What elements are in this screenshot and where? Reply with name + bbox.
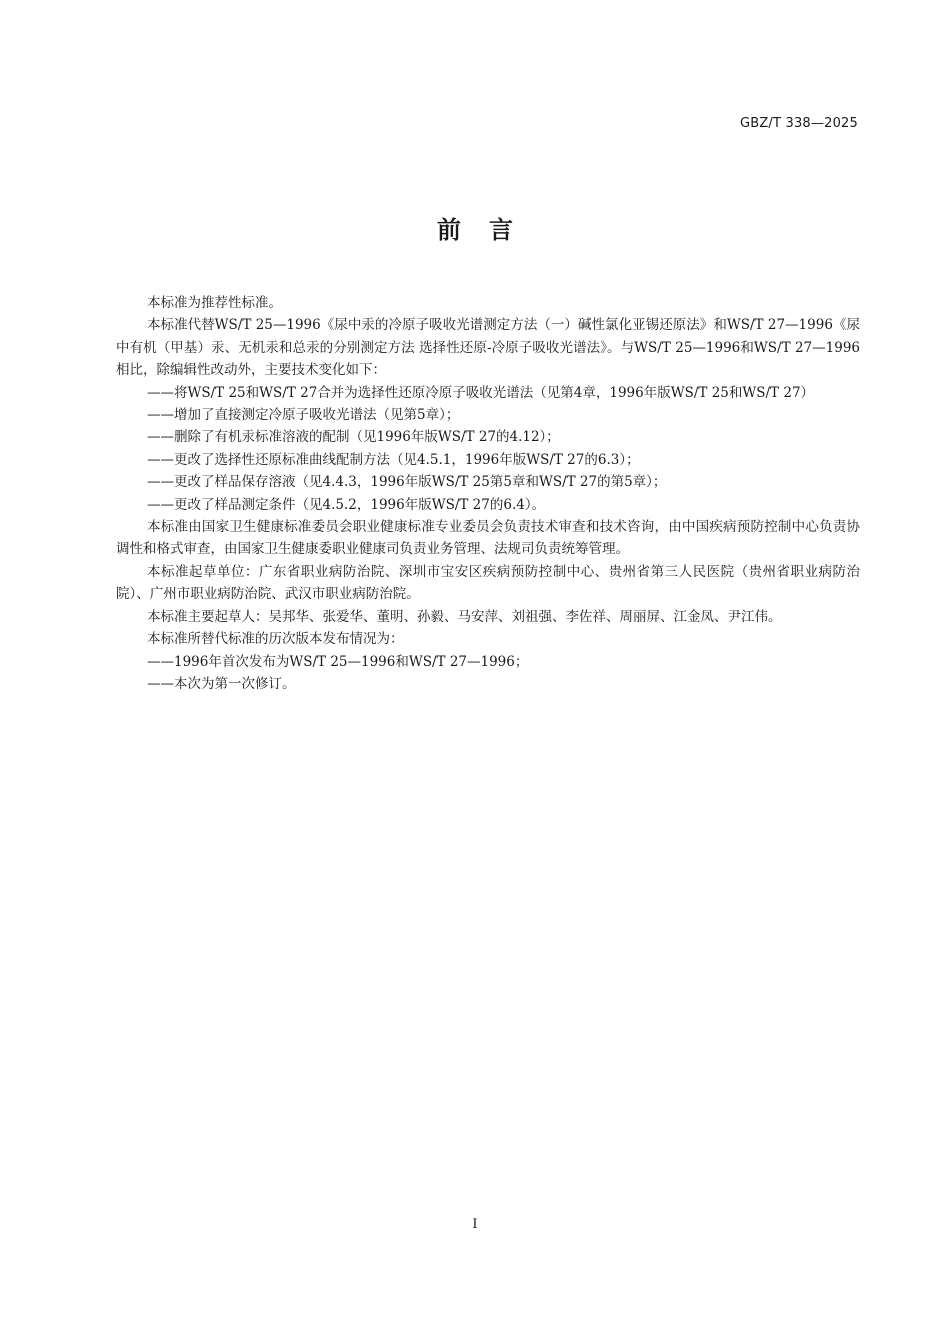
change-item-add-direct: ——增加了直接测定冷原子吸收光谱法（见第5章）；: [147, 407, 460, 424]
change-item-delete-organic: ——删除了有机汞标准溶液的配制（见1996年版WS/T 27的4.12）；: [147, 429, 560, 446]
history-item-first: ——1996年首次发布为WS/T 25—1996和WS/T 27—1996；: [147, 653, 529, 670]
paragraph-history-intro: 本标准所替代标准的历次版本发布情况为：: [147, 631, 404, 648]
change-item-merge: ——将WS/T 25和WS/T 27合并为选择性还原冷原子吸收光谱法（见第4章，1996年版WS/T 25和WS/T 27）: [147, 384, 815, 401]
foreword-body: [116, 292, 860, 695]
paragraph-nature: 本标准为推荐性标准。: [147, 295, 282, 311]
change-item-conditions: ——更改了样品测定条件（见4.5.2，1996年版WS/T 27的6.4）。: [147, 496, 546, 513]
paragraph-management: 本标准由国家卫生健康标准委员会职业健康标准专业委员会负责技术审查和技术咨询，由中国疾病预防控制中心负责协调性和格式审查，由国家卫生健康委职业健康司负责业务管理、法规司负责统筹管理。: [116, 519, 860, 558]
page-title: 前言: [437, 216, 541, 244]
paragraph-replacement: 本标准代替WS/T 25—1996《尿中汞的冷原子吸收光谱测定方法（一）碱性氯化亚锡还原法》和WS/T 27—1996《尿中有机（甲基）汞、无机汞和总汞的分别测定方法 选择性还原-冷原子吸收光谱法》。与WS/T 25—1996和WS/T 27—1996相比，除编辑性改动外，主要技术变化如下：: [116, 317, 860, 379]
change-item-curve: ——更改了选择性还原标准曲线配制方法（见4.5.1，1996年版WS/T 27的6.3）；: [147, 451, 640, 468]
standard-code: GBZ/T 338—2025: [739, 116, 858, 131]
paragraph-drafters: 本标准主要起草人：吴邦华、张爱华、董明、孙毅、马安萍、刘祖强、李佐祥、周丽屏、江金凤、尹江伟。: [147, 608, 782, 625]
page-number: I: [472, 1217, 478, 1232]
change-item-preservation: ——更改了样品保存溶液（见4.4.3，1996年版WS/T 25第5章和WS/T 27的第5章）；: [147, 474, 667, 491]
history-item-revision: ——本次为第一次修订。: [147, 675, 296, 692]
paragraph-drafting-units: 本标准起草单位：广东省职业病防治院、深圳市宝安区疾病预防控制中心、贵州省第三人民医院（贵州省职业病防治院）、广州市职业病防治院、武汉市职业病防治院。: [116, 563, 860, 603]
